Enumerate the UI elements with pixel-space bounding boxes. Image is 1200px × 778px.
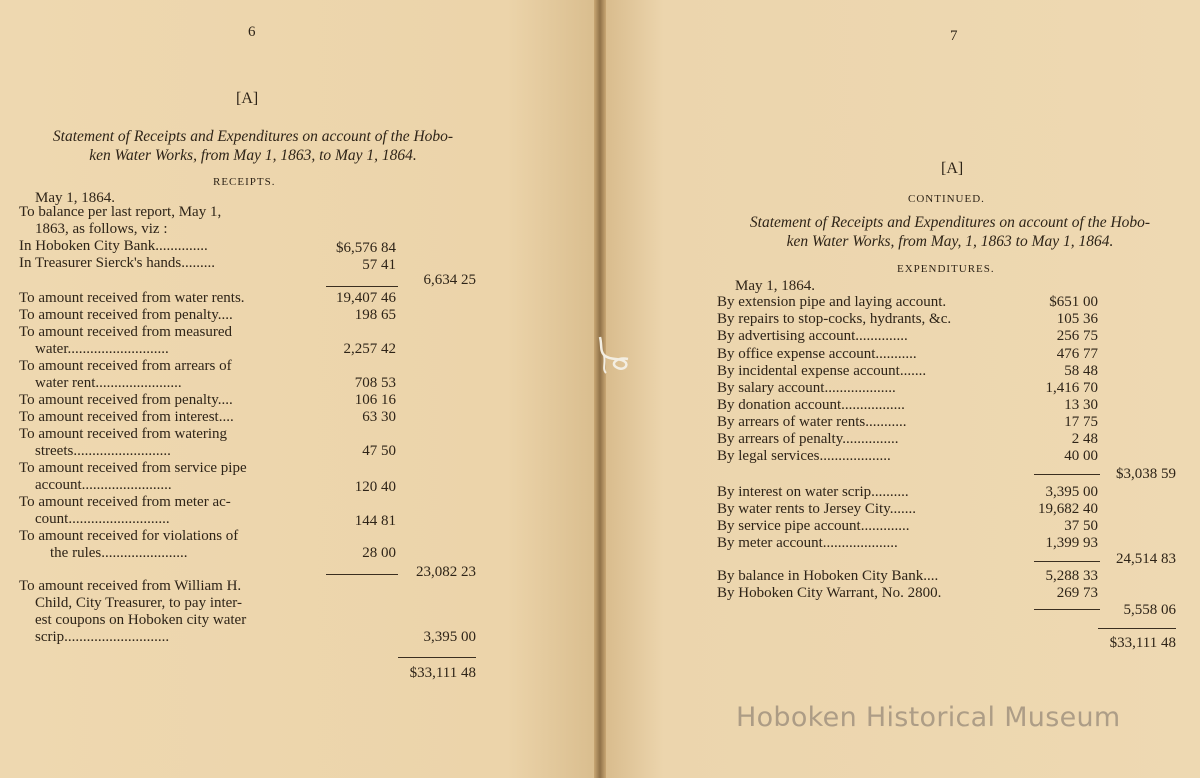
line-item: To amount received from arrears of (19, 358, 232, 374)
amount-value: 37 50 (1064, 518, 1098, 534)
amount-value: 19,407 46 (336, 290, 396, 306)
right-heading: EXPENDITURES. (897, 263, 995, 275)
museum-watermark: Hoboken Historical Museum (736, 702, 1121, 733)
amount-value: 269 73 (1056, 585, 1098, 601)
amount-value: 47 50 (362, 443, 396, 459)
amount-value: 120 40 (354, 479, 396, 495)
amount-value: 708 53 (354, 375, 396, 391)
line-item: To amount received from penalty.... (19, 392, 233, 408)
amount-value: 23,082 23 (416, 564, 476, 580)
amount-value: 40 00 (1064, 448, 1098, 464)
amount-value: 256 75 (1056, 328, 1098, 344)
right-title-line-2: ken Water Works, from May, 1, 1863 to May 1, 1864. (786, 233, 1114, 250)
amount-value: 28 00 (362, 545, 396, 561)
line-item: 1863, as follows, viz : (35, 221, 168, 237)
line-item: scrip............................ (35, 629, 170, 645)
line-item: To amount received from William H. (19, 578, 242, 594)
amount-value: 3,395 00 (1045, 484, 1098, 500)
line-item: By salary account................... (717, 380, 896, 396)
book-gutter (594, 0, 606, 778)
amount-value: $33,111 48 (409, 665, 476, 681)
amount-value: 105 36 (1056, 311, 1098, 327)
line-item: By Hoboken City Warrant, No. 2800. (717, 585, 942, 601)
line-item: By legal services................... (717, 448, 891, 464)
line-item: To amount received from measured (19, 324, 233, 340)
right-title-line-1: Statement of Receipts and Expenditures on account of the Hobo- (749, 214, 1151, 231)
left-rule-1 (326, 286, 398, 287)
amount-value: $33,111 48 (1109, 635, 1176, 651)
left-title-line-1: Statement of Receipts and Expenditures on account of the Hobo- (52, 128, 454, 145)
line-item: By water rents to Jersey City....... (717, 501, 916, 517)
line-item: To amount received from service pipe (19, 460, 247, 476)
line-item: By meter account.................... (717, 535, 898, 551)
amount-value: 3,395 00 (423, 629, 476, 645)
right-page-number: 7 (950, 28, 958, 44)
line-item: water........................... (35, 341, 169, 357)
line-item: Child, City Treasurer, to pay inter- (35, 595, 242, 611)
line-item: To amount received from interest.... (19, 409, 234, 425)
line-item: est coupons on Hoboken city water (35, 612, 247, 628)
line-item: To amount received for violations of (19, 528, 239, 544)
line-item: water rent....................... (35, 375, 182, 391)
amount-value: 5,288 33 (1045, 568, 1098, 584)
amount-value: 6,634 25 (423, 272, 476, 288)
right-page (604, 0, 1200, 778)
amount-value: 13 30 (1064, 397, 1098, 413)
left-rule-2 (326, 574, 398, 575)
amount-value: $3,038 59 (1116, 466, 1176, 482)
line-item: account........................ (35, 477, 172, 493)
line-item: By repairs to stop-cocks, hydrants, &c. (717, 311, 952, 327)
amount-value: 198 65 (354, 307, 396, 323)
amount-value: 1,416 70 (1045, 380, 1098, 396)
line-item: To amount received from watering (19, 426, 228, 442)
line-item: By extension pipe and laying account. (717, 294, 947, 310)
left-page-number: 6 (248, 24, 256, 40)
line-item: streets.......................... (35, 443, 171, 459)
line-item: By office expense account........... (717, 346, 917, 362)
amount-value: 19,682 40 (1038, 501, 1098, 517)
right-continued: CONTINUED. (908, 193, 985, 205)
amount-value: 2,257 42 (343, 341, 396, 357)
amount-value: 63 30 (362, 409, 396, 425)
line-item: By advertising account.............. (717, 328, 908, 344)
line-item: count........................... (35, 511, 170, 527)
left-rule-3 (398, 657, 476, 658)
amount-value: 5,558 06 (1123, 602, 1176, 618)
right-rule-2 (1034, 561, 1100, 562)
line-item: To balance per last report, May 1, (19, 204, 222, 220)
right-rule-4 (1098, 628, 1176, 629)
line-item: By balance in Hoboken City Bank.... (717, 568, 939, 584)
amount-value: $6,576 84 (336, 240, 396, 256)
binding-thread-icon (596, 335, 636, 375)
line-item: By arrears of water rents........... (717, 414, 907, 430)
line-item: By service pipe account............. (717, 518, 910, 534)
amount-value: 106 16 (354, 392, 396, 408)
left-section-mark: [A] (236, 90, 259, 107)
amount-value: 2 48 (1071, 431, 1098, 447)
amount-value: 58 48 (1064, 363, 1098, 379)
amount-value: 57 41 (362, 257, 396, 273)
left-title-line-2: ken Water Works, from May 1, 1863, to May 1, 1864. (89, 147, 417, 164)
left-heading: RECEIPTS. (213, 176, 276, 188)
right-rule-1 (1034, 474, 1100, 475)
line-item: By arrears of penalty............... (717, 431, 899, 447)
line-item: By interest on water scrip.......... (717, 484, 909, 500)
line-item: In Treasurer Sierck's hands......... (19, 255, 216, 271)
line-item: To amount received from penalty.... (19, 307, 233, 323)
right-rule-3 (1034, 609, 1100, 610)
amount-value: 476 77 (1056, 346, 1098, 362)
amount-value: 24,514 83 (1116, 551, 1176, 567)
line-item: By incidental expense account....... (717, 363, 927, 379)
amount-value: 1,399 93 (1045, 535, 1098, 551)
line-item: By donation account................. (717, 397, 905, 413)
amount-value: 144 81 (354, 513, 396, 529)
line-item: In Hoboken City Bank.............. (19, 238, 208, 254)
amount-value: 17 75 (1064, 414, 1098, 430)
line-item: To amount received from water rents. (19, 290, 245, 306)
line-item: To amount received from meter ac- (19, 494, 231, 510)
amount-value: $651 00 (1049, 294, 1098, 310)
left-date: May 1, 1864. (35, 190, 115, 206)
right-section-mark: [A] (941, 160, 964, 177)
line-item: the rules....................... (50, 545, 188, 561)
right-date: May 1, 1864. (735, 278, 815, 294)
